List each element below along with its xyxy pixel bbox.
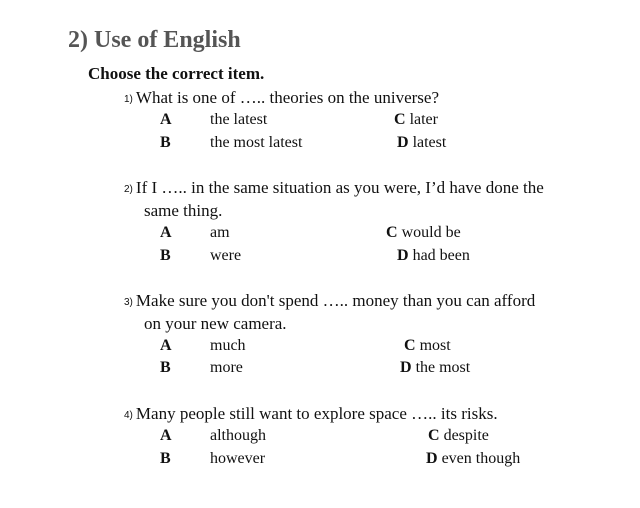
section-heading: 2) Use of English <box>68 27 241 53</box>
option-a-letter: A <box>160 337 172 354</box>
option-a-text: the latest <box>210 111 268 128</box>
option-d-letter: D <box>400 359 412 376</box>
option-c <box>428 427 489 445</box>
option-d <box>400 359 470 377</box>
option-c <box>404 337 451 355</box>
question-text: Make sure you don't spend ….. money than you can afford <box>135 291 536 310</box>
question-4-line <box>124 404 498 424</box>
option-d-letter: D <box>426 450 438 467</box>
option-c-letter: C <box>386 224 398 241</box>
option-c-text: most <box>419 337 451 354</box>
question-number: 2) <box>124 184 133 195</box>
option-a-letter: A <box>160 224 172 241</box>
option-b-text: the most latest <box>210 134 303 151</box>
option-a-letter: A <box>160 111 172 128</box>
question-1-line <box>124 88 439 108</box>
option-c <box>386 224 461 242</box>
option-b-text: more <box>210 359 243 376</box>
option-b-letter: B <box>160 359 171 376</box>
option-b-letter: B <box>160 450 171 467</box>
option-b-text: were <box>210 247 242 264</box>
option-d <box>426 450 520 468</box>
option-d <box>397 134 446 152</box>
question-3-line <box>124 291 535 311</box>
option-d-text: had been <box>412 247 470 264</box>
option-b-letter: B <box>160 247 171 264</box>
option-d-text: even though <box>441 450 521 467</box>
question-text: What is one of ….. theories on the universe? <box>135 88 439 107</box>
option-a-text: much <box>210 337 246 354</box>
option-c <box>394 111 438 129</box>
option-d-letter: D <box>397 247 409 264</box>
instruction-text: Choose the correct item. <box>88 64 265 83</box>
option-d <box>397 247 470 265</box>
option-a-letter: A <box>160 427 172 444</box>
option-c-letter: C <box>428 427 440 444</box>
option-a-text: although <box>210 427 266 444</box>
question-number: 3) <box>124 297 133 308</box>
option-a-text: am <box>210 224 230 241</box>
option-d-text: the most <box>415 359 471 376</box>
question-text: If I ….. in the same situation as you were, I’d have done the <box>135 178 544 197</box>
question-continuation: same thing. <box>144 201 223 220</box>
question-number: 1) <box>124 94 133 105</box>
option-c-text: would be <box>401 224 461 241</box>
option-d-letter: D <box>397 134 409 151</box>
question-2-line <box>124 178 544 198</box>
option-c-letter: C <box>404 337 416 354</box>
option-c-text: later <box>409 111 438 128</box>
option-d-text: latest <box>412 134 447 151</box>
question-text: Many people still want to explore space ….. its risks. <box>135 404 498 423</box>
option-b-text: however <box>210 450 266 467</box>
option-c-text: despite <box>443 427 489 444</box>
option-b-letter: B <box>160 134 171 151</box>
option-c-letter: C <box>394 111 406 128</box>
question-continuation: on your new camera. <box>144 314 287 333</box>
question-number: 4) <box>124 410 133 421</box>
